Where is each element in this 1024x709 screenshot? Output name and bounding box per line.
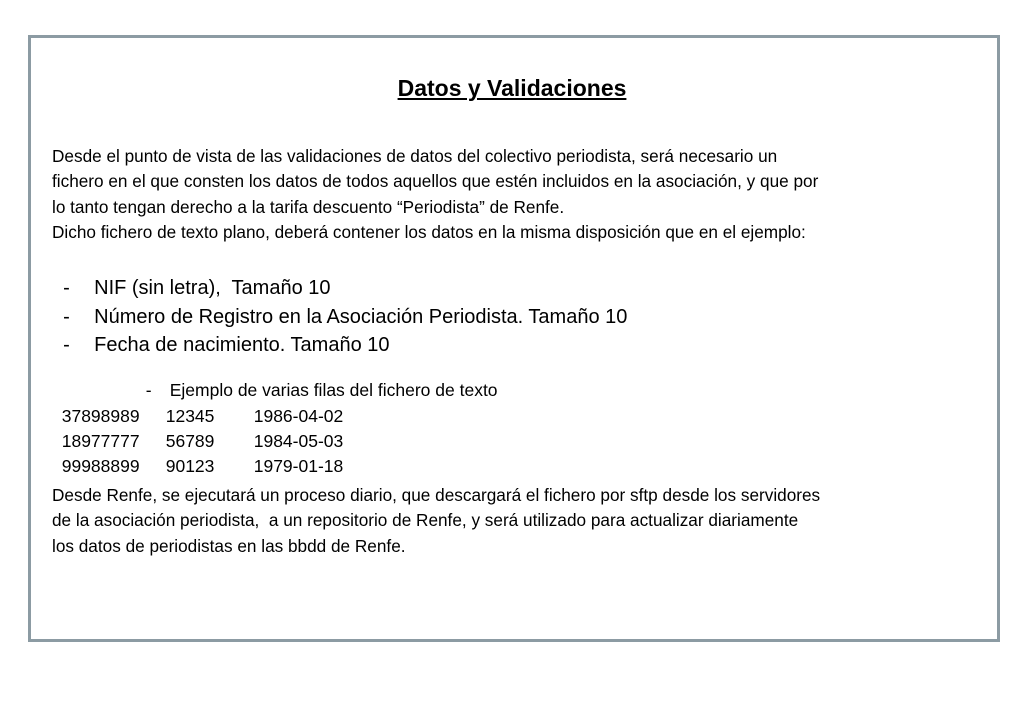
list-bullet: - — [63, 306, 70, 328]
paragraph-line: de la asociación periodista, a un repositorio de Renfe, y será utilizado para actualizar diariamente — [52, 510, 799, 530]
list-item-text: NIF (sin letra), Tamaño 10 — [94, 277, 331, 299]
fecha-cell: 1986-04-02 — [253, 406, 344, 426]
paragraph-line: los datos de periodistas en las bbdd de Renfe. — [52, 536, 406, 556]
nif-cell: 18977777 — [61, 431, 140, 451]
list-bullet: - — [145, 380, 152, 400]
registro-cell: 12345 — [165, 406, 215, 426]
paragraph-line: Desde el punto de vista de las validaciones de datos del colectivo periodista, será necesario un — [52, 146, 778, 166]
fecha-cell: 1984-05-03 — [253, 431, 344, 451]
list-item-text: Número de Registro en la Asociación Periodista. Tamaño 10 — [94, 306, 628, 328]
list-item — [52, 303, 390, 359]
registro-cell: 56789 — [165, 431, 215, 451]
fecha-cell: 1979-01-18 — [253, 456, 344, 476]
example-row — [52, 432, 343, 478]
paragraph-line: Dicho fichero de texto plano, deberá contener los datos en la misma disposición que en el ejemplo: — [52, 222, 806, 242]
list-bullet: - — [63, 277, 70, 299]
nif-cell: 99988899 — [61, 456, 140, 476]
registro-cell: 90123 — [165, 456, 215, 476]
page-title: Datos y Validaciones — [397, 75, 627, 101]
nif-cell: 37898989 — [61, 406, 140, 426]
paragraph-line: lo tanto tengan derecho a la tarifa descuento “Periodista” de Renfe. — [52, 197, 565, 217]
paragraph-line: fichero en el que consten los datos de todos aquellos que estén incluidos en la asociación, y que por — [52, 171, 819, 191]
paragraph-line: Desde Renfe, se ejecutará un proceso diario, que descargará el fichero por sftp desde los servidores — [52, 485, 821, 505]
list-item-text: Fecha de nacimiento. Tamaño 10 — [94, 334, 390, 356]
example-heading-text: Ejemplo de varias filas del fichero de texto — [169, 380, 498, 400]
list-bullet: - — [63, 334, 70, 356]
